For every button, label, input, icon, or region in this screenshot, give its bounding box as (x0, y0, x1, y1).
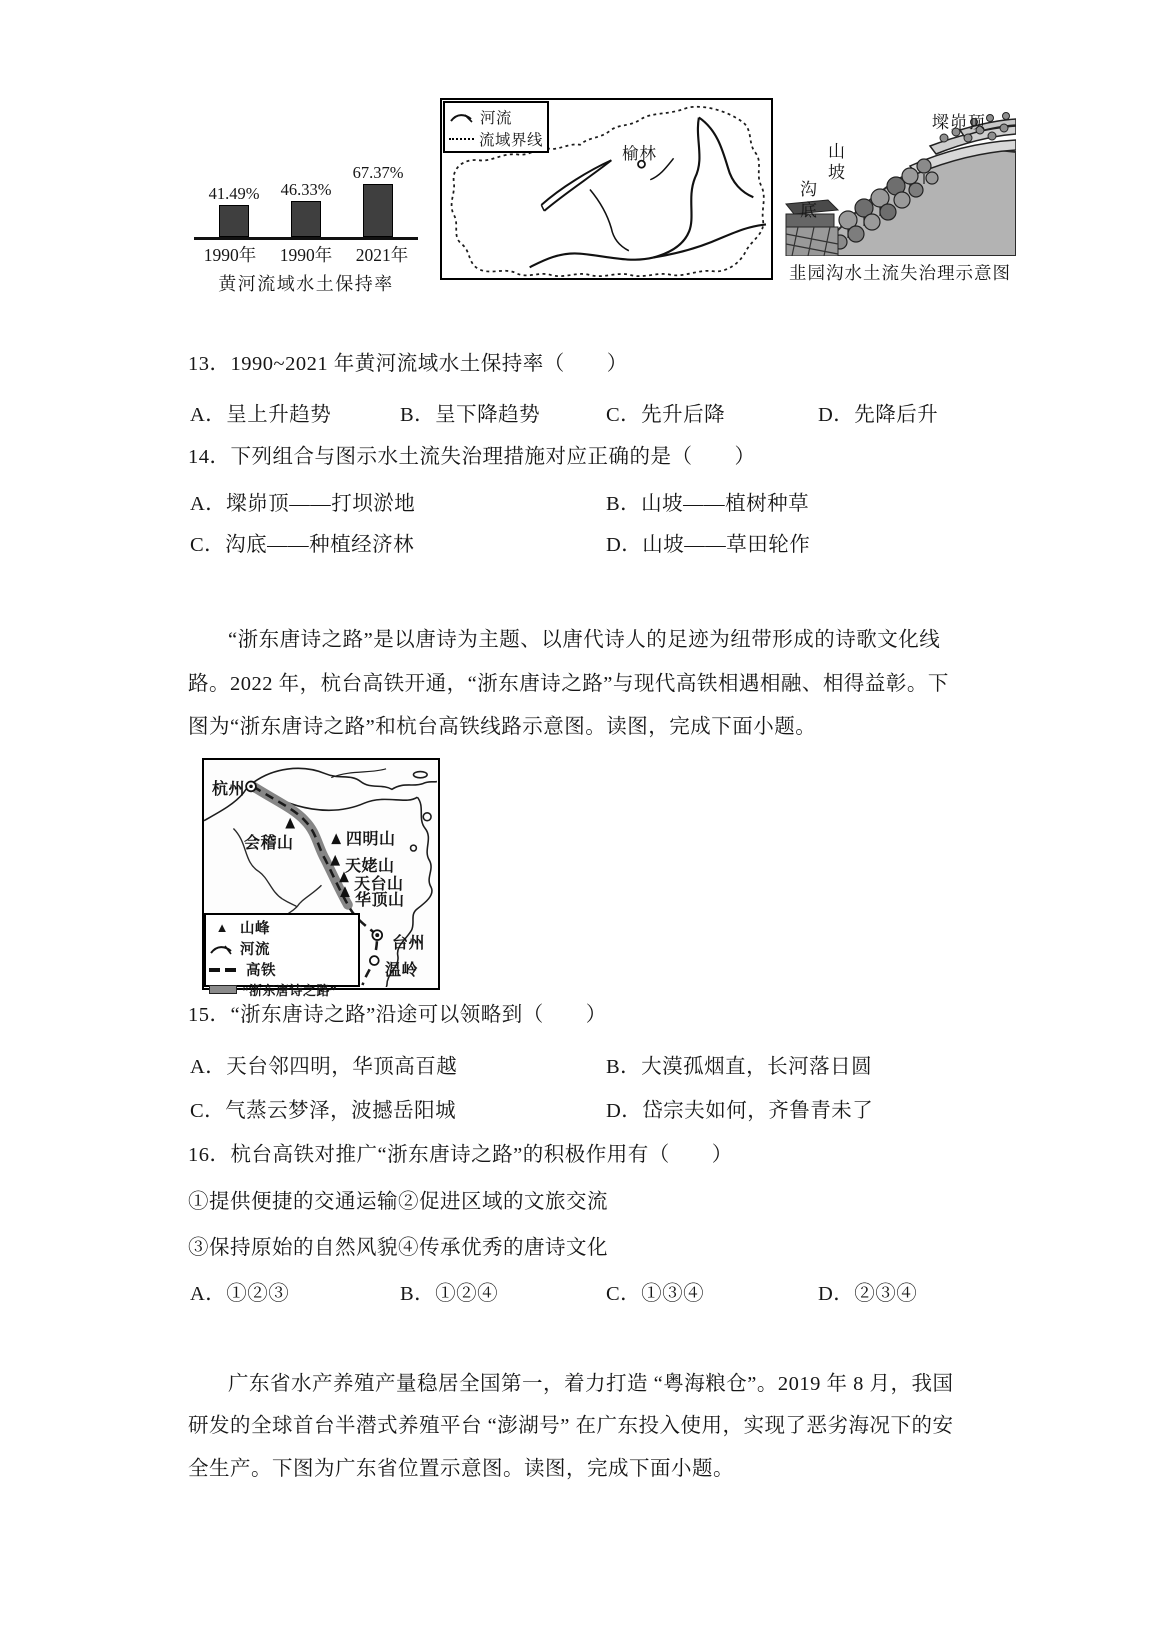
gully-treatment-diagram (784, 104, 1016, 285)
tianlao-mountain-label: 天姥山 (345, 858, 395, 875)
bar-group (202, 184, 266, 237)
q16-option-a: A．①②③ (190, 1283, 290, 1305)
route-bar-icon (209, 985, 237, 994)
wenling-marker (370, 956, 379, 965)
question-16-stem: 16．杭台高铁对推广“浙东唐诗之路”的积极作用有（ ） (188, 1144, 733, 1166)
peak-icon: ▲ (215, 920, 229, 935)
q14-option-b: B．山坡——植树种草 (606, 493, 810, 515)
legend-route-label: “浙东唐诗之路” (242, 983, 338, 998)
question-15-stem: 15．“浙东唐诗之路”沿途可以领略到（ ） (188, 1004, 607, 1026)
legend-hsr-label: 高铁 (246, 963, 276, 979)
bar-2021 (363, 184, 393, 237)
soil-conservation-bar-chart (150, 164, 450, 296)
q13-option-b: B．呈下降趋势 (400, 404, 541, 426)
bar-chart-plot-area (194, 164, 418, 240)
passage-guangdong-line-1: 广东省水产养殖产量稳居全国第一，着力打造 “粤海粮仓”。2019 年 8 月，我国 (228, 1373, 954, 1395)
legend-boundary-label: 流域界线 (478, 132, 543, 149)
bar-chart-title: 黄河流域水土保持率 (218, 274, 394, 294)
passage-guangdong-line-3: 全生产。下图为广东省位置示意图。读图，完成下面小题。 (188, 1458, 734, 1480)
boundary-line-icon (449, 138, 474, 140)
bar-1990b (291, 201, 321, 237)
hsr-line-icon (209, 968, 241, 972)
q16-sub-items-1: ①提供便捷的交通运输②促进区域的文旅交流 (188, 1191, 608, 1213)
hillside-label: 山坡 (825, 142, 844, 184)
siming-mountain-label: 四明山 (346, 831, 396, 848)
q16-option-d: D．②③④ (818, 1283, 918, 1305)
q14-option-c: C．沟底——种植经济林 (190, 534, 415, 556)
passage-tangshi-line-2: 路。2022 年，杭台高铁开通，“浙东唐诗之路”与现代高铁相遇相融、相得益彰。下 (188, 673, 949, 695)
q16-option-c: C．①③④ (606, 1283, 705, 1305)
q16-sub-items-2: ③保持原始的自然风貌④传承优秀的唐诗文化 (188, 1237, 608, 1259)
q14-option-a: A．墚峁顶——打坝淤地 (190, 493, 416, 515)
q15-option-c: C．气蒸云梦泽，波撼岳阳城 (190, 1100, 457, 1122)
legend-row-boundary (449, 128, 543, 150)
river-icon (209, 942, 235, 956)
q15-option-b: B．大漠孤烟直，长河落日圆 (606, 1056, 873, 1078)
bar-value-label: 67.37% (352, 163, 404, 182)
q15-option-d: D．岱宗夫如何，齐鲁青未了 (606, 1100, 874, 1122)
passage-guangdong-line-2: 研发的全球首台半潜式养殖平台 “澎湖号” 在广东投入使用，实现了恶劣海况下的安 (188, 1415, 954, 1437)
q15-option-a: A．天台邻四明，华顶高百越 (190, 1056, 458, 1078)
legend-row-peak (209, 917, 355, 938)
legend-row-river (449, 106, 543, 128)
passage-tangshi-line-3: 图为“浙东唐诗之路”和杭台高铁线路示意图。读图，完成下面小题。 (188, 716, 817, 738)
gully-diagram-caption: 韭园沟水土流失治理示意图 (789, 263, 1011, 283)
river-icon (449, 110, 475, 124)
q14-option-d: D．山坡——草田轮作 (606, 534, 811, 556)
question-14-stem: 14．下列组合与图示水土流失治理措施对应正确的是（ ） (188, 446, 756, 468)
tangshi-route-map (202, 758, 440, 998)
taizhou-label: 台州 (392, 935, 426, 952)
bar-group (274, 180, 338, 237)
legend-row-river (209, 938, 355, 959)
q13-option-a: A．呈上升趋势 (190, 404, 332, 426)
bar-value-label: 46.33% (280, 180, 332, 199)
tiantai-mountain-label: 天台山 (354, 876, 404, 893)
legend-river-label: 河流 (240, 942, 270, 958)
x-tick-label: 1990年 (203, 245, 257, 265)
legend-river-label: 河流 (480, 110, 513, 127)
legend-row-route (209, 980, 355, 999)
yellow-river-basin-map (440, 98, 773, 280)
x-tick-label: 1990年 (279, 245, 333, 265)
bar-value-label: 41.49% (208, 184, 260, 203)
kuaiji-mountain-label: 会稽山 (244, 835, 294, 852)
q16-option-b: B．①②④ (400, 1283, 499, 1305)
huading-mountain-label: 华顶山 (355, 892, 405, 909)
bar-1990 (219, 205, 249, 237)
gully-bottom-label: 沟底 (797, 180, 816, 222)
legend-row-hsr (209, 959, 355, 980)
bar-chart-x-axis-labels (194, 240, 418, 267)
hangzhou-label: 杭州 (212, 781, 246, 798)
basin-map-legend (443, 101, 549, 153)
q13-option-d: D．先降后升 (818, 404, 939, 426)
tangshi-map-legend (204, 913, 360, 998)
passage-tangshi-line-1: “浙东唐诗之路”是以唐诗为主题、以唐代诗人的足迹为纽带形成的诗歌文化线 (228, 629, 941, 651)
ridge-top-label: 墚峁顶 (932, 113, 986, 132)
bar-group (346, 163, 410, 237)
yulin-city-label: 榆林 (622, 144, 657, 163)
wenling-label: 温岭 (385, 962, 419, 979)
q13-option-c: C．先升后降 (606, 404, 726, 426)
question-13-stem: 13．1990~2021 年黄河流域水土保持率（ ） (188, 353, 628, 375)
x-tick-label: 2021年 (355, 245, 409, 265)
legend-peak-label: 山峰 (240, 921, 270, 937)
gully-diagram-scene (784, 104, 1016, 256)
